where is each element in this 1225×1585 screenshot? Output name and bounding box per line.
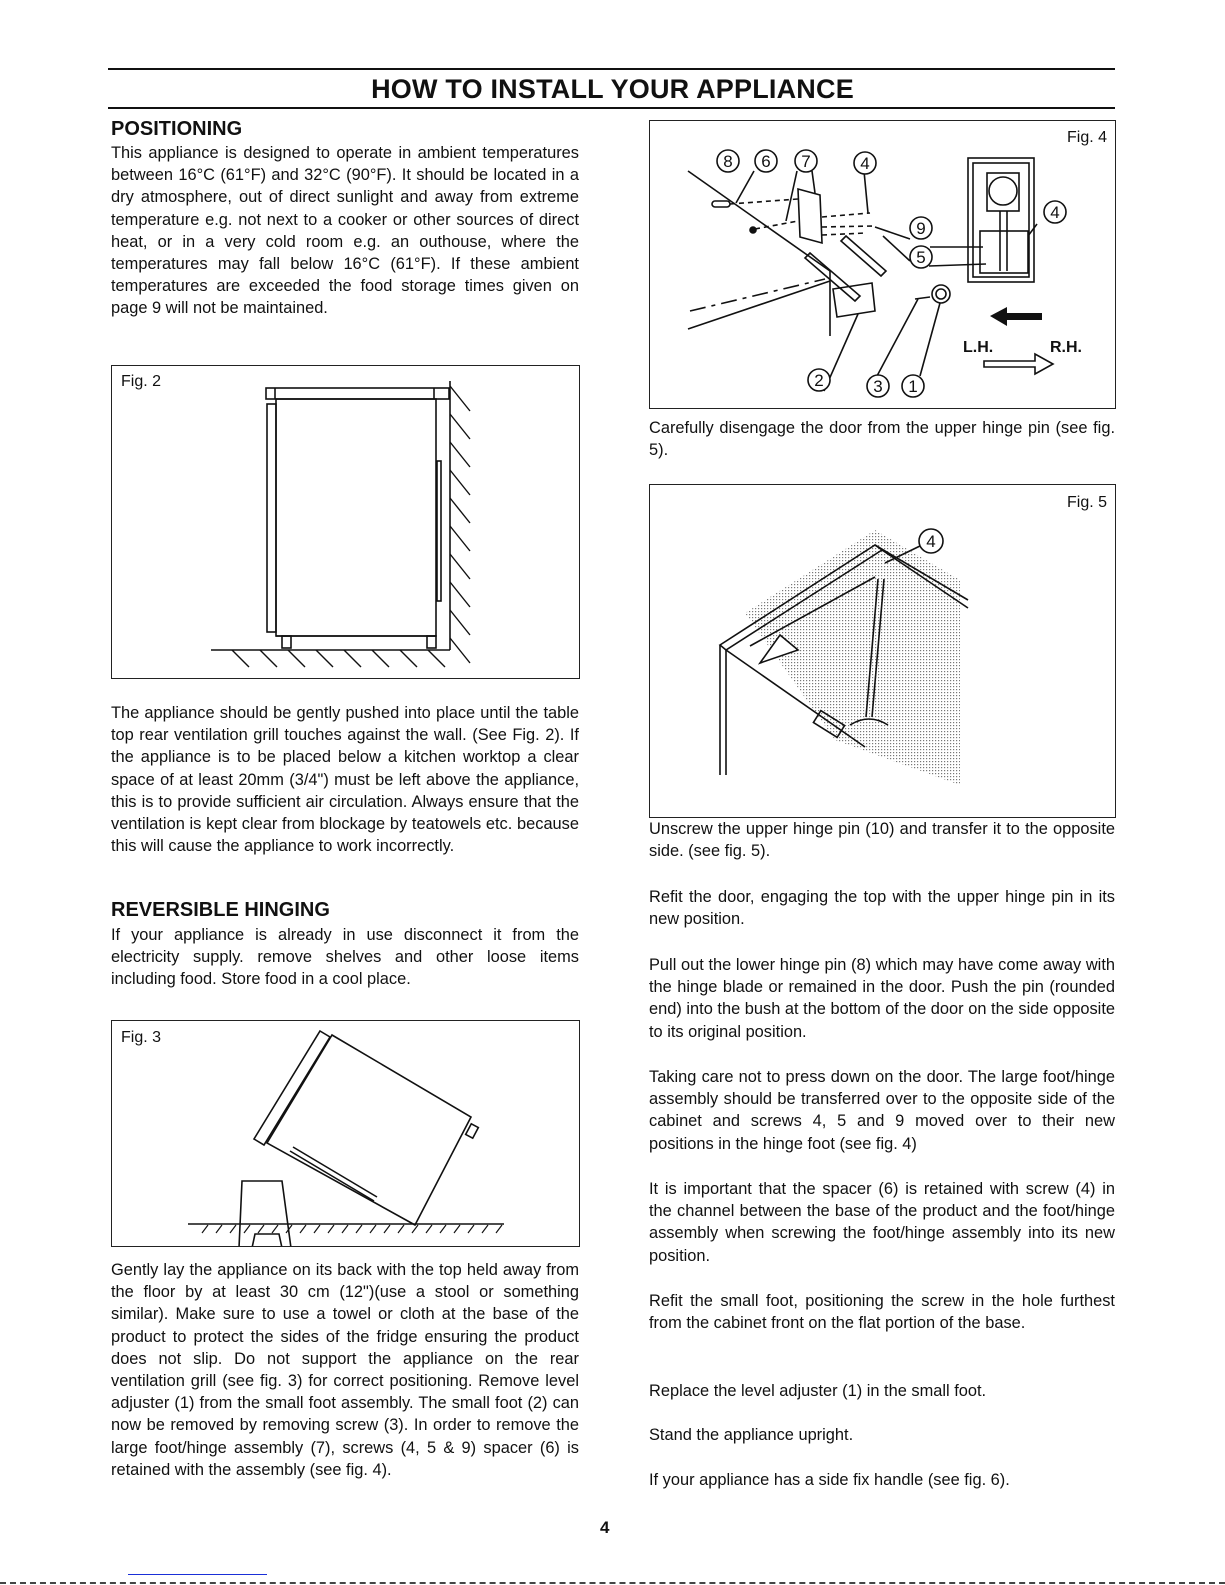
reversible-hinging-after-fig3: Gently lay the appliance on its back with the top held away from the floor by at least 30 cm (12")(use a stool or something similar). Make sure to use a towel or cloth at the base of the product to protect the sides of the fridge ensuring the product does not slip. Do not support the appliance on the rear ventilation grill (see fig. 3) for correct positioning. Remove level adjuster (1) from the small foot assembly. The small foot (2) can now be removed by removing screw (3). In order to remove the large foot/hinge assembly (7), screws (4, 5 & 9) spacer (6) is retained with the assembly (see fig. 4). [111, 1261, 579, 1479]
bottom-rule [0, 1582, 1225, 1584]
title-rule-top [108, 68, 1115, 70]
lh-arrow-icon [990, 307, 1042, 326]
svg-text:9: 9 [916, 219, 926, 238]
floor-hatching [202, 1225, 502, 1233]
svg-text:2: 2 [814, 371, 824, 390]
reversible-hinging-heading: REVERSIBLE HINGING [111, 899, 330, 921]
rh-label: R.H. [1050, 339, 1082, 356]
positioning-paragraph: This appliance is designed to operate in ambient temperatures between 16°C (61°F) and 32°C (90°F). It should be located in a dry atmosphere, out of direct sunlight and away from extreme temperature e.g. not next to a cooker or other sources of direct heat, or in a very cold room e.g. an outhouse, where the temperatures may fall below 16°C (61°F). If these ambient temperatures are exceeded the food storage times given on page 9 will not be maintained. [111, 144, 579, 318]
callout-4-right [1044, 201, 1066, 223]
callout-3 [867, 375, 889, 397]
figure-3-label: Fig. 3 [121, 1029, 162, 1046]
callout-6 [755, 150, 777, 172]
figure-5 [649, 484, 1116, 818]
blue-underline [128, 1574, 267, 1575]
step-7: Replace the level adjuster (1) in the small foot. [649, 1382, 987, 1400]
callout-5 [910, 246, 932, 268]
callout-4 [919, 529, 943, 553]
callout-8 [717, 150, 739, 172]
step-4: Taking care not to press down on the door. The large foot/hinge assembly should be transferred over to the opposite side of the cabinet and screws 4, 5 and 9 moved over to their new positions in the hinge foot (see fig. 4) [649, 1068, 1115, 1153]
page-number: 4 [600, 1518, 610, 1537]
figure-5-label: Fig. 5 [1066, 494, 1107, 511]
fridge-against-wall-illustration [112, 366, 579, 678]
svg-text:6: 6 [761, 152, 771, 171]
step-2: Refit the door, engaging the top with the upper hinge pin in its new position. [649, 888, 1115, 929]
reversible-hinging-intro: If your appliance is already in use disconnect it from the electricity supply. remove shelves and other loose items including food. Store food in a cool place. [111, 926, 579, 989]
wall-hatching [450, 386, 470, 663]
svg-text:1: 1 [908, 377, 918, 396]
upper-hinge-illustration [650, 485, 1115, 817]
step-6: Refit the small foot, positioning the screw in the hole furthest from the cabinet front on the flat portion of the base. [649, 1292, 1115, 1333]
svg-text:4: 4 [860, 154, 870, 173]
svg-text:4: 4 [926, 532, 936, 551]
svg-text:3: 3 [873, 377, 883, 396]
figure-4 [649, 120, 1116, 409]
figure-2-label: Fig. 2 [121, 373, 162, 390]
figure-2 [111, 365, 580, 679]
after-fig4-text: Carefully disengage the door from the upper hinge pin (see fig. 5). [649, 419, 1115, 460]
callout-2 [808, 369, 830, 391]
positioning-after-fig2: The appliance should be gently pushed into place until the table top rear ventilation grill touches against the wall. (See Fig. 2). If the appliance is to be placed below a kitchen worktop a clear space of at least 20mm (3/4") must be left above the appliance, this is to provide sufficient air circulation. Always ensure that the ventilation is kept clear from blockage by teatowels etc. because this will cause the appliance to work incorrectly. [111, 704, 579, 856]
step-8: Stand the appliance upright. [649, 1426, 854, 1444]
step-1: Unscrew the upper hinge pin (10) and transfer it to the opposite side. (see fig. 5). [649, 820, 1115, 861]
step-5: It is important that the spacer (6) is retained with screw (4) in the channel between the base of the product and the foot/hinge assembly when screwing the foot/hinge assembly into its new position. [649, 1180, 1115, 1265]
svg-text:4: 4 [1050, 203, 1060, 222]
callout-1 [902, 375, 924, 397]
svg-text:8: 8 [723, 152, 733, 171]
step-9: If your appliance has a side fix handle (see fig. 6). [649, 1471, 1010, 1489]
hinge-exploded-diagram [650, 121, 1115, 408]
title-rule-bottom [108, 107, 1115, 109]
svg-text:7: 7 [801, 152, 811, 171]
callout-9 [910, 217, 932, 239]
positioning-heading: POSITIONING [111, 118, 243, 140]
fridge-on-back-illustration [112, 1021, 579, 1246]
callout-4-left [854, 152, 876, 174]
figure-3 [111, 1020, 580, 1247]
page-title: HOW TO INSTALL YOUR APPLIANCE [371, 74, 854, 104]
step-3: Pull out the lower hinge pin (8) which may have come away with the hinge blade or remained in the door. Push the pin (rounded end) into the bush at the bottom of the door on the side opposite to its original position. [649, 956, 1115, 1041]
lh-label: L.H. [963, 339, 994, 356]
floor-hatching [232, 650, 445, 667]
svg-text:5: 5 [916, 248, 926, 267]
figure-4-label: Fig. 4 [1066, 129, 1107, 146]
callout-7 [795, 150, 817, 172]
